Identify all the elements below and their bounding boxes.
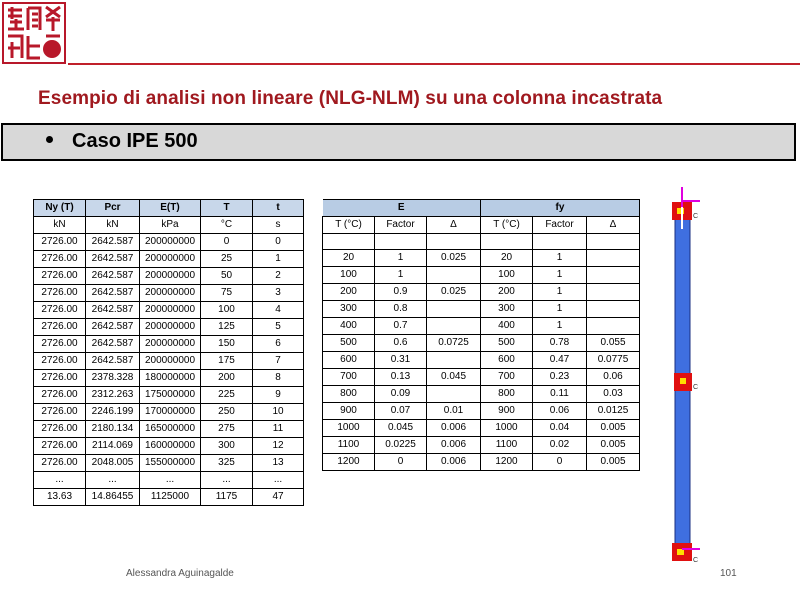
table-cell: 125 [201,319,253,336]
table-row [323,454,640,471]
table-cell: 50 [201,268,253,285]
table-row [323,318,640,335]
table-row [323,437,640,454]
slide-title: Esempio di analisi non lineare (NLG-NLM) su una colonna incastrata [38,88,663,109]
table-row [323,335,640,352]
table-cell: 155000000 [140,455,201,472]
table-cell: 13 [253,455,304,472]
table-cell: 0.006 [427,420,481,437]
table-cell: 2180.134 [86,421,140,438]
table-cell: 1000 [481,420,533,437]
table-cell: 6 [253,336,304,353]
sub-header-row [323,217,640,234]
table-row [34,268,304,285]
table-cell: 2726.00 [34,455,86,472]
table-cell: 2726.00 [34,285,86,302]
table-cell: 175 [201,353,253,370]
table-cell: 2642.587 [86,234,140,251]
table-cell: 0.025 [427,250,481,267]
table-cell: 0.0225 [375,437,427,454]
table-cell: 160000000 [140,438,201,455]
table-cell: 0.005 [587,437,640,454]
table-cell: 200000000 [140,319,201,336]
table-cell: 1100 [323,437,375,454]
table-cell: 25 [201,251,253,268]
table-cell: 2114.069 [86,438,140,455]
footer-author: Alessandra Aguinagalde [126,568,234,579]
table-cell: kN [34,217,86,234]
table-cell: 4 [253,302,304,319]
table-row [323,420,640,437]
table-cell [427,318,481,335]
table-row [323,284,640,301]
table-cell: 180000000 [140,370,201,387]
table-row [34,455,304,472]
table-cell: 1200 [323,454,375,471]
table-cell: 1 [253,251,304,268]
table-cell: 600 [323,352,375,369]
table-row [323,352,640,369]
table-cell: 2726.00 [34,251,86,268]
table-cell [427,301,481,318]
header-rule [68,63,800,65]
table-cell: 2726.00 [34,404,86,421]
table-row [34,336,304,353]
table-cell: 300 [323,301,375,318]
table-cell: 100 [201,302,253,319]
table-cell: 0.11 [533,386,587,403]
table-cell [427,352,481,369]
table-cell: 0 [201,234,253,251]
table-cell: 0.07 [375,403,427,420]
table-cell: 165000000 [140,421,201,438]
table-cell: 170000000 [140,404,201,421]
table-cell: ... [140,472,201,489]
group-header-e: E [323,200,481,217]
table-cell: 200000000 [140,268,201,285]
table-cell: 20 [323,250,375,267]
table-cell: 2642.587 [86,285,140,302]
table-row [34,353,304,370]
table-cell: 0.78 [533,335,587,352]
table-cell [323,234,375,250]
left-data-table [33,199,304,506]
table-row [34,438,304,455]
table-cell: ... [201,472,253,489]
table-cell [427,267,481,284]
table-cell: 0.31 [375,352,427,369]
table-cell: Pcr [86,200,140,217]
table-cell: 2642.587 [86,336,140,353]
table-cell: ... [86,472,140,489]
group-header-fy: fy [481,200,640,217]
bullet-text: Caso IPE 500 [72,130,198,152]
table-cell [587,301,640,318]
table-row [34,251,304,268]
table-cell: 900 [323,403,375,420]
table-cell: 11 [253,421,304,438]
table-cell: 75 [201,285,253,302]
table-cell: T [201,200,253,217]
table-cell: 2726.00 [34,353,86,370]
table-cell: t [253,200,304,217]
table-cell: Δ [587,217,640,234]
table-cell: 2726.00 [34,387,86,404]
table-row [323,403,640,420]
table-row [323,234,640,250]
table-cell: 100 [481,267,533,284]
table-cell: 0.7 [375,318,427,335]
table-row [34,421,304,438]
table-cell: 200000000 [140,353,201,370]
table-cell: 2642.587 [86,319,140,336]
table-cell: 2726.00 [34,302,86,319]
table-cell: 2642.587 [86,268,140,285]
table-cell: 2642.587 [86,353,140,370]
table-cell: 0.0725 [427,335,481,352]
table-cell: 0.0775 [587,352,640,369]
table-cell: 0.0125 [587,403,640,420]
table-cell: 1125000 [140,489,201,506]
table-cell: 1200 [481,454,533,471]
table-row [34,387,304,404]
table-cell: 0.06 [587,369,640,386]
table-cell: 1175 [201,489,253,506]
table-row [34,472,304,489]
table-cell [375,234,427,250]
table-cell: 2048.005 [86,455,140,472]
table-cell: 0.13 [375,369,427,386]
table-cell: 200000000 [140,285,201,302]
table-cell: 300 [481,301,533,318]
table-cell: 14.86455 [86,489,140,506]
table-cell: E(T) [140,200,201,217]
table-row [34,319,304,336]
table-cell: 1 [533,301,587,318]
table-cell: 275 [201,421,253,438]
table-cell: ... [253,472,304,489]
table-cell: 900 [481,403,533,420]
group-header-row [323,200,640,217]
bullet-dot [46,136,53,143]
table-cell: 200000000 [140,336,201,353]
table-cell: 0 [533,454,587,471]
table-cell: 1 [533,318,587,335]
table-cell: 5 [253,319,304,336]
table-cell: °C [201,217,253,234]
table-cell: 200 [481,284,533,301]
table-row [34,370,304,387]
table-cell [427,386,481,403]
node-label: C [693,213,699,220]
table-cell: 9 [253,387,304,404]
table-cell [587,250,640,267]
table-cell: 0.8 [375,301,427,318]
table-cell: 700 [481,369,533,386]
table-cell: 1 [375,267,427,284]
table-cell: 200000000 [140,251,201,268]
table-cell: 47 [253,489,304,506]
table-cell: 0.005 [587,420,640,437]
table-cell: 175000000 [140,387,201,404]
table-units-row [34,217,304,234]
table-cell: 10 [253,404,304,421]
table-cell: 2312.263 [86,387,140,404]
table-cell: 3 [253,285,304,302]
table-cell: 0.02 [533,437,587,454]
right-data-table [322,199,640,471]
table-cell: 0.045 [427,369,481,386]
table-cell [587,284,640,301]
table-row [323,267,640,284]
table-cell: ... [34,472,86,489]
table-cell: 2726.00 [34,268,86,285]
table-cell: 500 [481,335,533,352]
table-cell: 7 [253,353,304,370]
table-cell: 1 [533,250,587,267]
table-cell: 0.055 [587,335,640,352]
table-cell: 0.005 [587,454,640,471]
table-cell: 100 [323,267,375,284]
table-row [34,302,304,319]
table-cell: 200 [201,370,253,387]
table-row [323,250,640,267]
table-cell: 200000000 [140,234,201,251]
table-cell: 800 [323,386,375,403]
institution-seal-logo [2,2,66,64]
node-label: C [693,384,699,391]
table-cell: 1 [533,284,587,301]
table-cell: 200000000 [140,302,201,319]
table-cell: 0.006 [427,454,481,471]
table-cell: Ny (T) [34,200,86,217]
table-cell: 700 [323,369,375,386]
table-row [323,386,640,403]
table-cell: 500 [323,335,375,352]
table-cell: 225 [201,387,253,404]
table-row [34,234,304,251]
table-cell: 0.045 [375,420,427,437]
footer-page-number: 101 [720,568,737,579]
table-cell: 20 [481,250,533,267]
table-cell: 2726.00 [34,319,86,336]
table-cell: kPa [140,217,201,234]
table-cell: Factor [533,217,587,234]
table-header-row [34,200,304,217]
table-cell: 0.006 [427,437,481,454]
table-cell: Δ [427,217,481,234]
table-cell: 400 [323,318,375,335]
table-cell: 600 [481,352,533,369]
table-cell: 2726.00 [34,336,86,353]
table-cell: 0.9 [375,284,427,301]
table-cell: 0.47 [533,352,587,369]
table-cell: 1 [375,250,427,267]
table-cell: 2726.00 [34,438,86,455]
table-cell: 1000 [323,420,375,437]
table-cell: 1 [533,267,587,284]
table-cell: kN [86,217,140,234]
table-cell: s [253,217,304,234]
table-cell: 1100 [481,437,533,454]
column-model-figure [660,185,720,565]
table-cell: 800 [481,386,533,403]
table-cell: 0.01 [427,403,481,420]
table-cell [533,234,587,250]
table-cell: 0.025 [427,284,481,301]
table-cell: Factor [375,217,427,234]
table-cell: 200 [323,284,375,301]
table-cell [427,234,481,250]
table-cell: 13.63 [34,489,86,506]
table-cell: 150 [201,336,253,353]
table-cell: 300 [201,438,253,455]
table-cell: 0.6 [375,335,427,352]
table-cell: 8 [253,370,304,387]
table-cell: 2378.328 [86,370,140,387]
table-row [323,369,640,386]
table-cell: 0.09 [375,386,427,403]
table-cell: 0.23 [533,369,587,386]
table-cell: 0 [375,454,427,471]
table-cell: 0.04 [533,420,587,437]
table-cell: 0.06 [533,403,587,420]
table-row [34,285,304,302]
table-cell: 2726.00 [34,370,86,387]
table-cell: 2642.587 [86,251,140,268]
table-cell: 250 [201,404,253,421]
node-label: C [693,557,699,564]
table-cell: 2 [253,268,304,285]
table-row [323,301,640,318]
table-cell: 2726.00 [34,421,86,438]
table-row [34,404,304,421]
table-cell: 12 [253,438,304,455]
table-cell: 0.03 [587,386,640,403]
table-cell: 400 [481,318,533,335]
table-cell: 2246.199 [86,404,140,421]
table-cell: T (°C) [323,217,375,234]
table-cell: 2726.00 [34,234,86,251]
table-cell [587,318,640,335]
table-cell [587,267,640,284]
table-cell: 2642.587 [86,302,140,319]
table-cell [587,234,640,250]
table-cell: 325 [201,455,253,472]
table-cell: T (°C) [481,217,533,234]
table-cell: 0 [253,234,304,251]
table-cell [481,234,533,250]
table-row [34,489,304,506]
